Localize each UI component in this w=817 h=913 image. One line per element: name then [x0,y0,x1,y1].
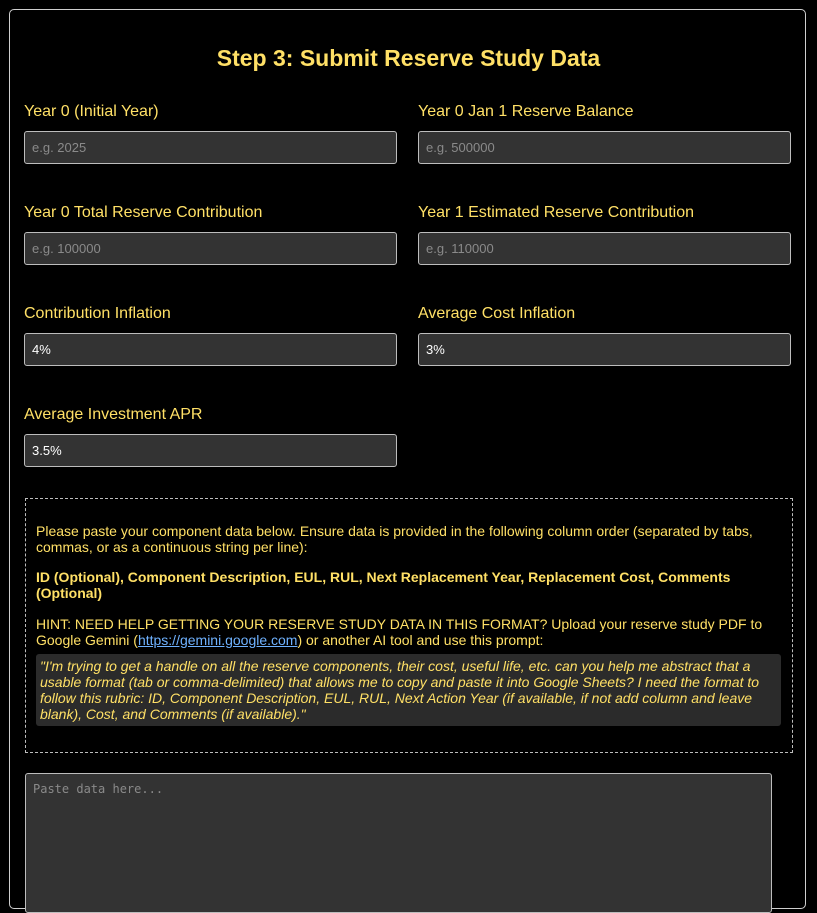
instructions-intro: Please paste your component data below. Ensure data is provided in the following column order (separated by tabs, commas, or as a continuous string per line): [36,523,753,555]
cost-inflation-input[interactable] [418,333,791,366]
hint-after: ) or another AI tool and use this prompt: [297,632,544,648]
investment-apr-label: Average Investment APR [24,406,203,423]
contribution-inflation-input[interactable] [24,333,397,366]
page-title: Step 3: Submit Reserve Study Data [216,45,601,71]
instructions-box [25,498,793,753]
investment-apr-input[interactable] [24,434,397,467]
reserve-study-panel [9,9,806,909]
contribution-inflation-label: Contribution Inflation [24,305,171,322]
gemini-link[interactable]: https://gemini.google.com [137,632,298,648]
total-contribution-input[interactable] [24,232,397,265]
year0-label: Year 0 (Initial Year) [24,103,159,120]
ai-prompt-quote: "I'm trying to get a handle on all the reserve components, their cost, useful life, etc. can you help me abstract that a usable format (tab or comma-delimited) that allows me to copy and paste it into Google Sheets? I need the format to follow this rubric: ID, Component Description, EUL, RUL, Next Action Year (if available, if not add column and leave blank), Cost, and Comments (if available)." [36,654,781,726]
reserve-balance-input[interactable] [418,131,791,164]
total-contribution-label: Year 0 Total Reserve Contribution [24,204,263,221]
cost-inflation-label: Average Cost Inflation [418,305,576,322]
paste-data-textarea[interactable] [25,773,772,913]
hint-before: HINT: NEED HELP GETTING YOUR RESERVE STUDY DATA IN THIS FORMAT? Upload your reserve study PDF to Google Gemini ( [36,616,763,648]
hint-text [36,616,781,648]
column-order: ID (Optional), Component Description, EUL, RUL, Next Replacement Year, Replacement Cost, Comments (Optional) [36,569,731,601]
year1-contribution-label: Year 1 Estimated Reserve Contribution [418,204,694,221]
reserve-balance-label: Year 0 Jan 1 Reserve Balance [418,103,634,120]
year0-input[interactable] [24,131,397,164]
year1-contribution-input[interactable] [418,232,791,265]
